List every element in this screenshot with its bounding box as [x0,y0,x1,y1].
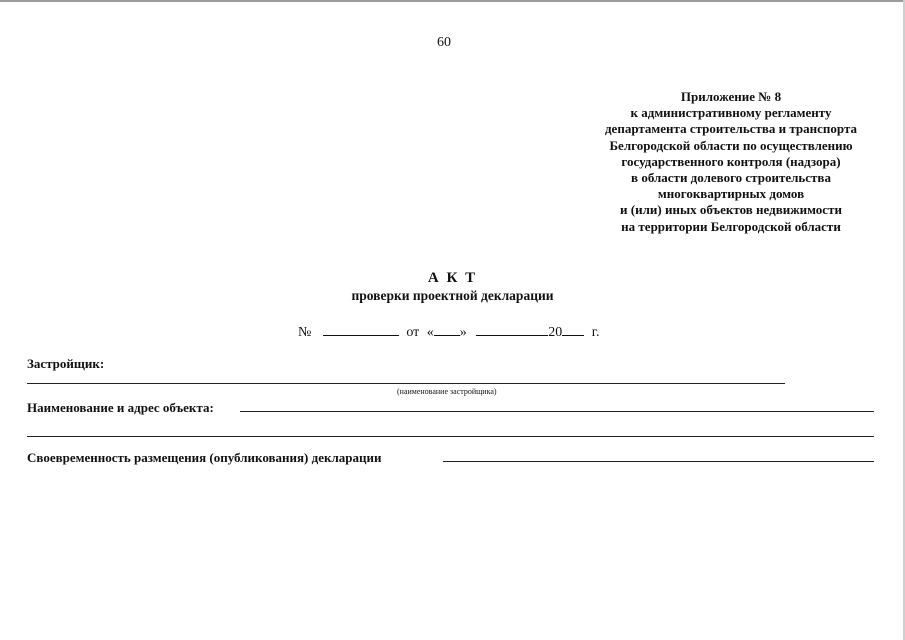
page-number: 60 [437,35,451,50]
from-word: от [406,325,420,340]
year-blank[interactable] [562,322,584,336]
year-prefix: 20 [548,325,563,340]
appendix-line-5: государственного контроля (надзора) [621,153,841,169]
appendix-line-3: департамента строительства и транспорта [604,121,857,137]
appendix-line-6: в области долевого строительства [631,170,831,186]
act-subtitle: проверки проектной декларации [351,288,554,303]
timeliness-label: Своевременность размещения (опубликования) декларации [27,450,382,465]
appendix-line-2: к административному регламенту [630,105,832,121]
appendix-line-7: многоквартирных домов [657,186,805,202]
developer-hint: (наименование застройщика) [397,387,497,396]
appendix-line-4: Белгородской области по осуществлению [609,137,853,153]
quote-open: « [426,325,434,340]
day-blank[interactable] [434,322,460,336]
object-line-2[interactable] [27,436,874,437]
scan-edge-top [0,0,905,2]
developer-label: Застройщик: [27,356,105,371]
month-blank[interactable] [476,322,548,336]
appendix-line-1: Приложение № 8 [680,89,782,104]
appendix-line-8: и (или) иных объектов недвижимости [620,202,842,218]
appendix-line-9: на территории Белгородской области [621,218,841,234]
object-label: Наименование и адрес объекта: [27,400,214,415]
timeliness-line[interactable] [443,461,874,462]
developer-line[interactable] [27,383,785,384]
appendix-block [586,89,876,235]
act-number-blank[interactable] [323,322,399,336]
act-title: А К Т [427,270,478,286]
year-suffix: г. [591,325,600,340]
act-number-line [298,322,599,341]
number-sign: № [298,325,312,340]
quote-close: » [459,325,467,340]
object-line-1[interactable] [240,411,874,412]
